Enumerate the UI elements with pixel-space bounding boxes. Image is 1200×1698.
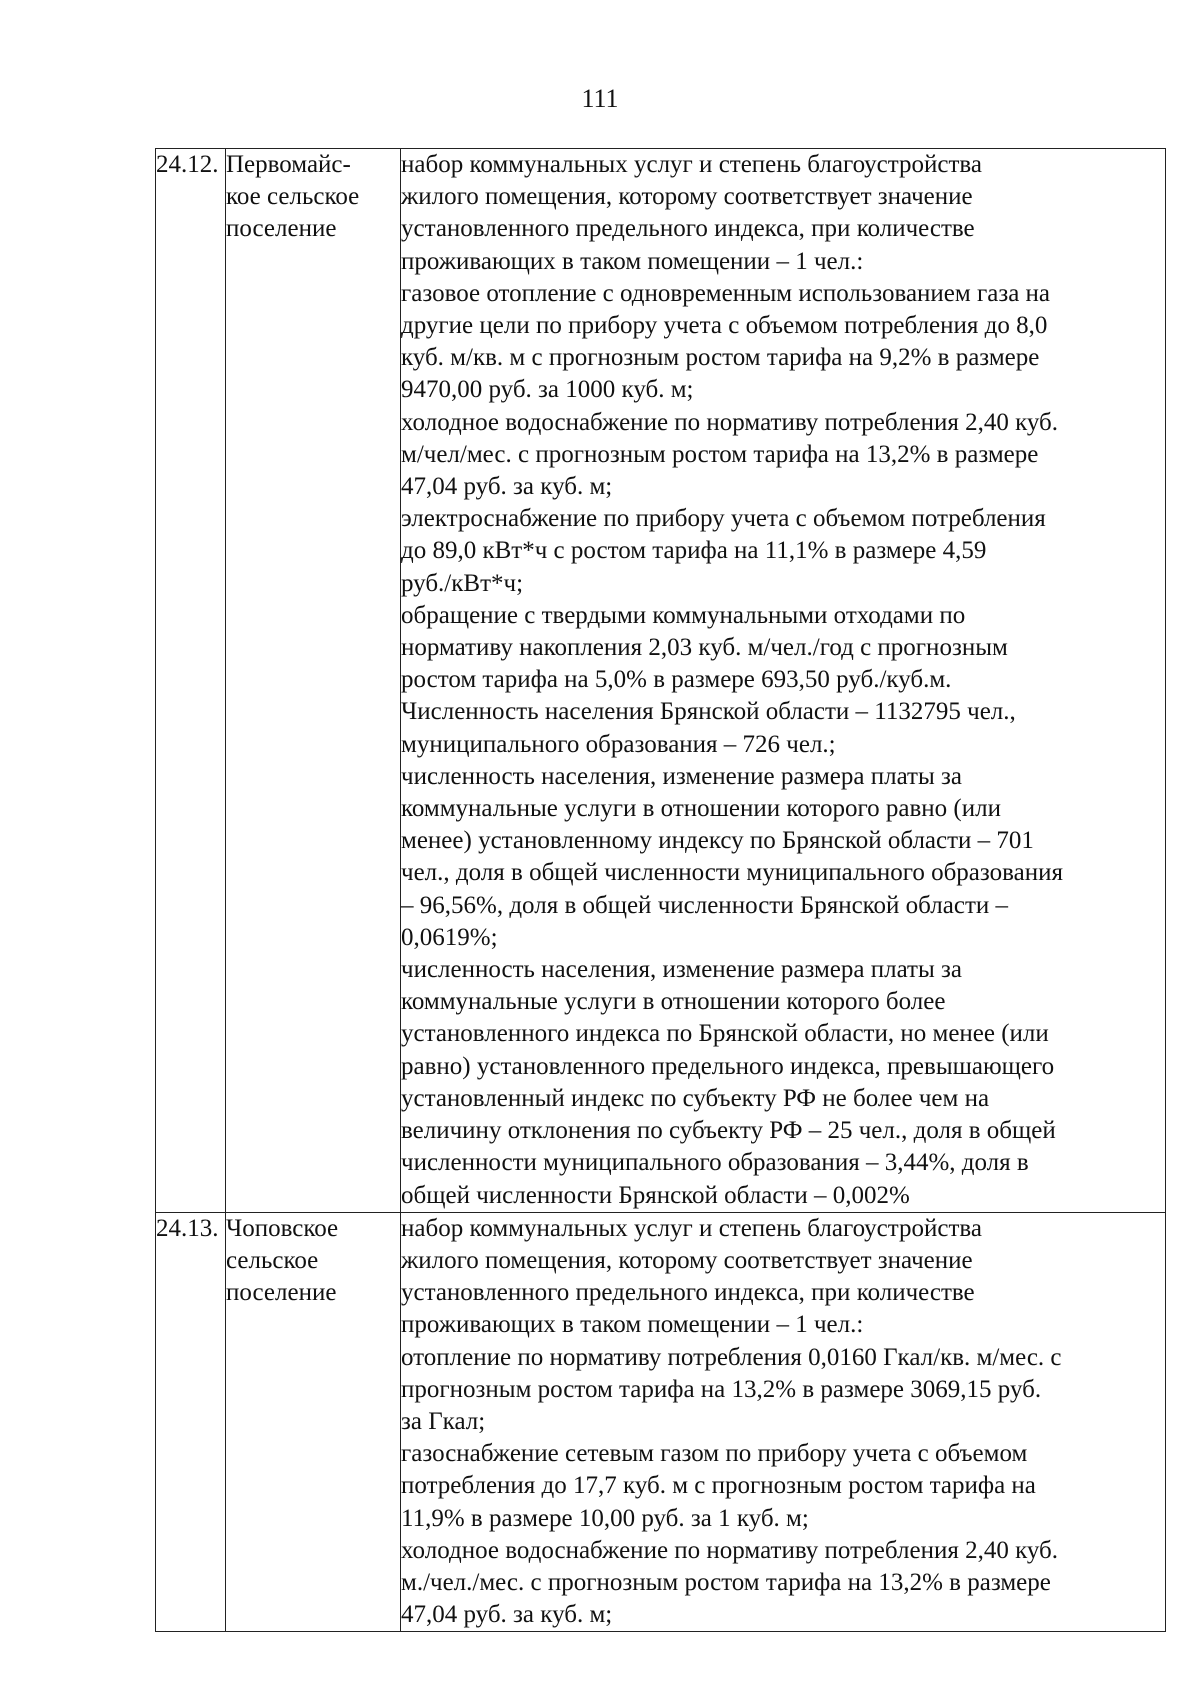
description-line: численности муниципального образования – 3,44%, доля в	[401, 1149, 1029, 1177]
description-line: 11,9% в размере 10,00 руб. за 1 куб. м;	[401, 1504, 809, 1532]
description-line: проживающих в таком помещении – 1 чел.:	[401, 1311, 864, 1339]
description-line: электроснабжение по прибору учета с объемом потребления	[401, 505, 1046, 533]
description-line: коммунальные услуги в отношении которого равно (или	[401, 795, 1001, 823]
description-line: за Гкал;	[401, 1407, 486, 1435]
description-line: газоснабжение сетевым газом по прибору учета с объемом	[401, 1440, 1028, 1468]
description-line: отопление по нормативу потребления 0,0160 Гкал/кв. м/мес. с	[401, 1343, 1062, 1371]
page-number: 111	[581, 84, 619, 113]
description-line: до 89,0 кВт*ч с ростом тарифа на 11,1% в размере 4,59	[401, 537, 987, 565]
description-line: коммунальные услуги в отношении которого более	[401, 988, 946, 1016]
description-line: набор коммунальных услуг и степень благоустройства	[401, 151, 982, 178]
municipality-name-line: поселение	[226, 1279, 337, 1307]
description-line: проживающих в таком помещении – 1 чел.:	[401, 247, 864, 275]
row-number-cell: 24.12.	[156, 149, 226, 1213]
description-line: равно) установленного предельного индекса, превышающего	[401, 1052, 1055, 1080]
description-line: куб. м/кв. м с прогнозным ростом тарифа на 9,2% в размере	[401, 344, 1040, 372]
description-line: установленного предельного индекса, при количестве	[401, 215, 975, 243]
description-line: м/чел/мес. с прогнозным ростом тарифа на 13,2% в размере	[401, 440, 1039, 468]
description-line: установленного предельного индекса, при количестве	[401, 1279, 975, 1307]
row-number-cell: 24.13.	[156, 1212, 226, 1632]
description-line: величину отклонения по субъекту РФ – 25 чел., доля в общей	[401, 1117, 1056, 1145]
description-line: общей численности Брянской области – 0,002%	[401, 1181, 910, 1209]
description-line: прогнозным ростом тарифа на 13,2% в размере 3069,15 руб.	[401, 1375, 1042, 1403]
description-line: 47,04 руб. за куб. м;	[401, 1601, 613, 1629]
description-line: обращение с твердыми коммунальными отходами по	[401, 601, 966, 629]
description-line: муниципального образования – 726 чел.;	[401, 730, 836, 758]
description-cell	[401, 149, 1166, 1213]
description-line: 9470,00 руб. за 1000 куб. м;	[401, 376, 694, 404]
municipality-name-line: Первомайс-	[226, 151, 351, 178]
description-line: установленного индекса по Брянской области, но менее (или	[401, 1020, 1049, 1048]
municipality-name-line: Чоповское	[226, 1214, 339, 1242]
description-line: набор коммунальных услуг и степень благоустройства	[401, 1214, 982, 1242]
description-cell	[401, 1212, 1166, 1632]
description-line: жилого помещения, которому соответствует значение	[401, 183, 973, 211]
municipality-name-cell	[226, 149, 401, 1213]
description-line: установленный индекс по субъекту РФ не более чем на	[401, 1084, 990, 1112]
description-line: нормативу накопления 2,03 куб. м/чел./год с прогнозным	[401, 634, 1008, 662]
description-line: газовое отопление с одновременным использованием газа на	[401, 279, 1051, 307]
description-line: 47,04 руб. за куб. м;	[401, 473, 613, 501]
description-line: – 96,56%, доля в общей численности Брянской области –	[401, 891, 1008, 919]
description-line: менее) установленному индексу по Брянской области – 701	[401, 827, 1034, 855]
municipality-name-cell	[226, 1212, 401, 1632]
municipality-name-line: кое сельское	[226, 183, 360, 211]
description-line: холодное водоснабжение по нормативу потребления 2,40 куб.	[401, 408, 1059, 436]
description-line: численность населения, изменение размера платы за	[401, 956, 962, 984]
description-line: 0,0619%;	[401, 923, 498, 951]
description-line: численность населения, изменение размера платы за	[401, 762, 962, 790]
table-row	[156, 149, 1166, 1213]
municipality-table	[155, 148, 1166, 1632]
description-line: холодное водоснабжение по нормативу потребления 2,40 куб.	[401, 1536, 1059, 1564]
description-line: жилого помещения, которому соответствует значение	[401, 1246, 973, 1274]
description-line: ростом тарифа на 5,0% в размере 693,50 руб./куб.м.	[401, 666, 952, 694]
description-line: другие цели по прибору учета с объемом потребления до 8,0	[401, 312, 1048, 340]
description-line: руб./кВт*ч;	[401, 569, 524, 597]
description-line: потребления до 17,7 куб. м с прогнозным ростом тарифа на	[401, 1472, 1036, 1500]
description-line: м./чел./мес. с прогнозным ростом тарифа на 13,2% в размере	[401, 1568, 1051, 1596]
municipality-name-line: сельское	[226, 1246, 319, 1274]
municipality-name-line: поселение	[226, 215, 337, 243]
table-row	[156, 1212, 1166, 1632]
description-line: чел., доля в общей численности муниципального образования	[401, 859, 1063, 887]
description-line: Численность населения Брянской области – 1132795 чел.,	[401, 698, 1016, 726]
